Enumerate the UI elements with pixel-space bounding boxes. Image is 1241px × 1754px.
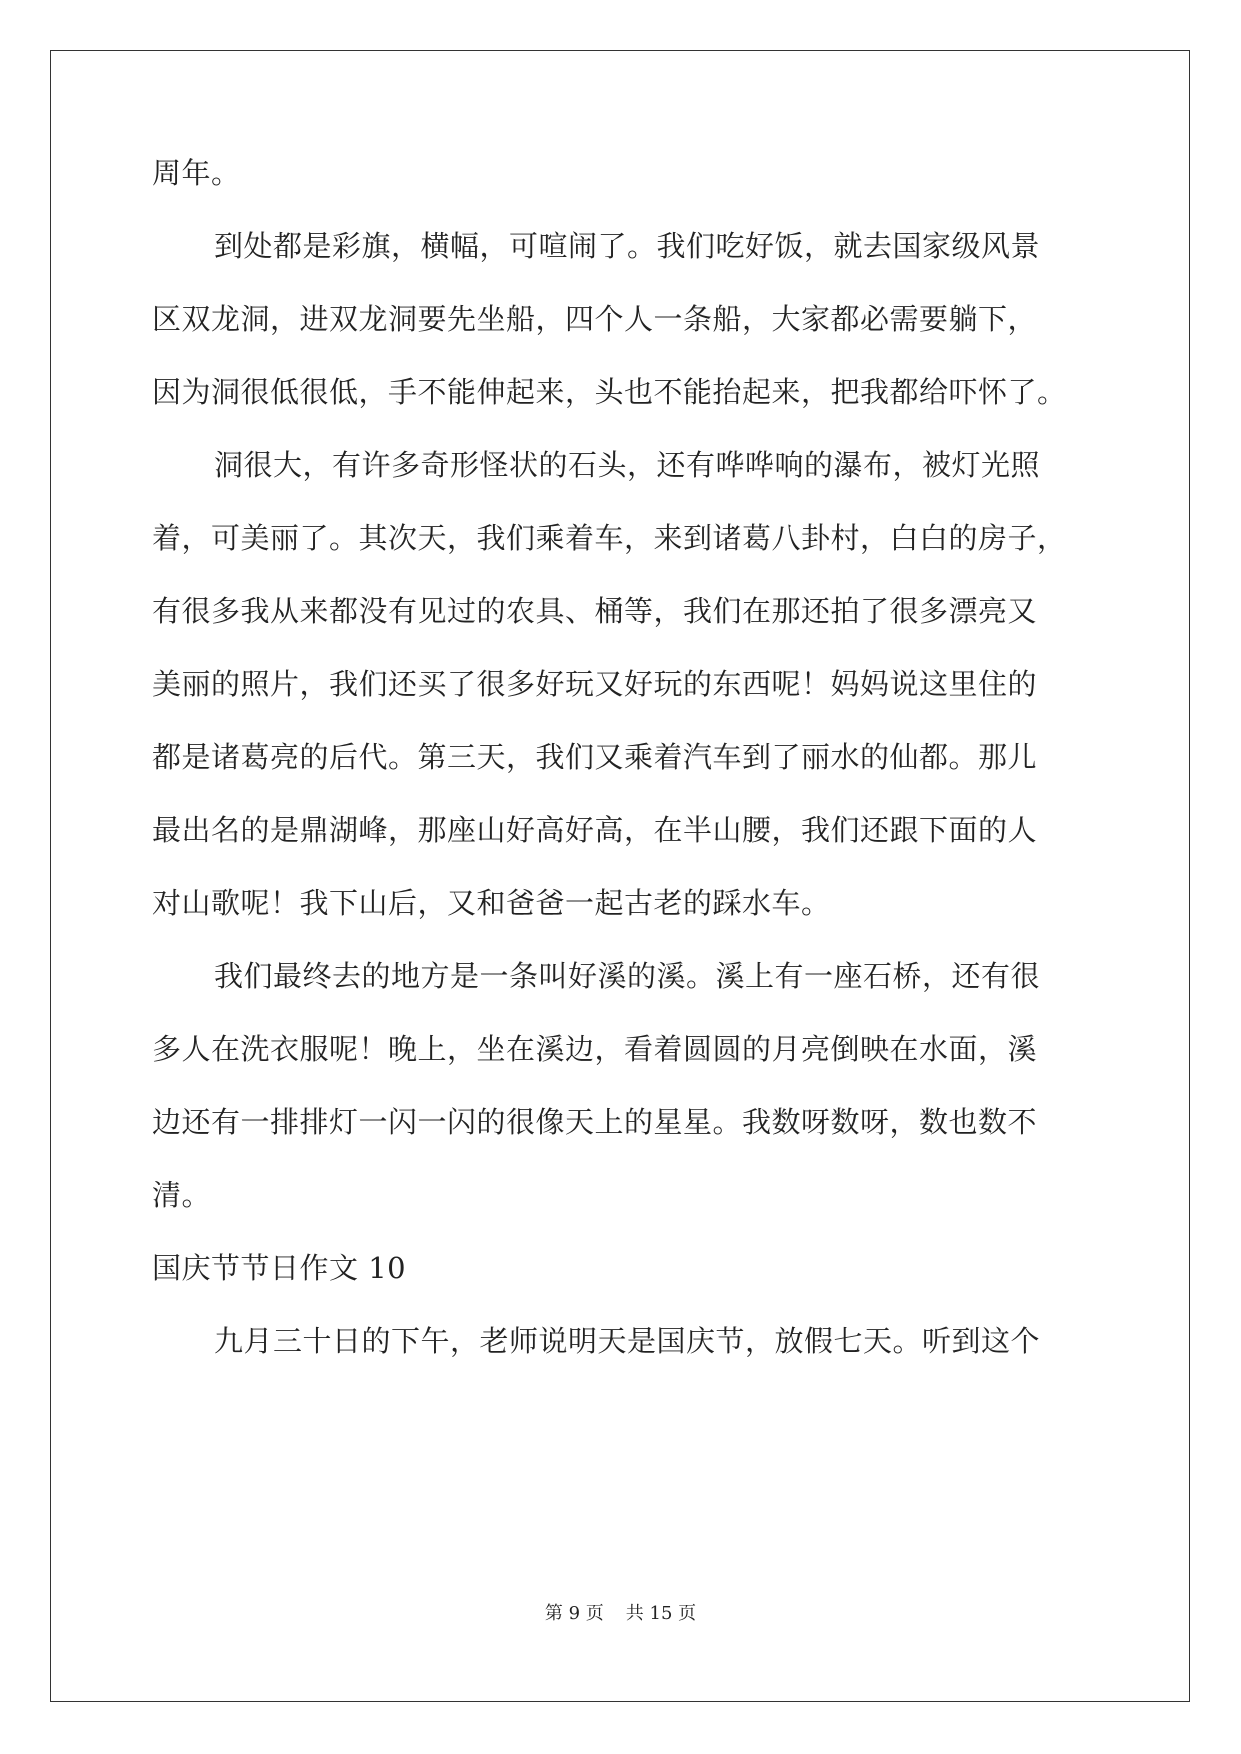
page-total: 共 15 页	[625, 1603, 697, 1624]
page-border	[50, 50, 1190, 1702]
text-line: 对山歌呢！我下山后，又和爸爸一起古老的踩水车。	[152, 886, 831, 920]
paragraph-first-line: 我们最终去的地方是一条叫好溪的溪。溪上有一座石桥，还有很	[214, 959, 1041, 993]
page-footer	[0, 1602, 1241, 1626]
paragraph-first-line: 到处都是彩旗，横幅，可喧闹了。我们吃好饭，就去国家级风景	[214, 229, 1041, 263]
text-line: 清。	[152, 1178, 212, 1212]
text-line: 美丽的照片，我们还买了很多好玩又好玩的东西呢！妈妈说这里住的	[152, 667, 1038, 701]
paragraph-first-line: 洞很大，有许多奇形怪状的石头，还有哗哗响的瀑布，被灯光照	[214, 448, 1041, 482]
text-line: 区双龙洞，进双龙洞要先坐船，四个人一条船，大家都必需要躺下，	[152, 302, 1038, 336]
text-line: 边还有一排排灯一闪一闪的很像天上的星星。我数呀数呀，数也数不	[152, 1105, 1038, 1139]
text-line: 周年。	[152, 156, 241, 190]
text-line: 着，可美丽了。其次天，我们乘着车，来到诸葛八卦村，白白的房子，	[152, 521, 1067, 555]
text-line: 因为洞很低很低，手不能伸起来，头也不能抬起来，把我都给吓怀了。	[152, 375, 1067, 409]
page-number: 第 9 页	[544, 1603, 604, 1624]
text-line: 都是诸葛亮的后代。第三天，我们又乘着汽车到了丽水的仙都。那儿	[152, 740, 1038, 774]
text-line: 多人在洗衣服呢！晚上，坐在溪边，看着圆圆的月亮倒映在水面，溪	[152, 1032, 1038, 1066]
section-heading: 国庆节节日作文 10	[152, 1251, 407, 1285]
text-line: 最出名的是鼎湖峰，那座山好高好高，在半山腰，我们还跟下面的人	[152, 813, 1038, 847]
paragraph-first-line: 九月三十日的下午，老师说明天是国庆节，放假七天。听到这个	[214, 1324, 1041, 1358]
text-line: 有很多我从来都没有见过的农具、桶等，我们在那还拍了很多漂亮又	[152, 594, 1038, 628]
